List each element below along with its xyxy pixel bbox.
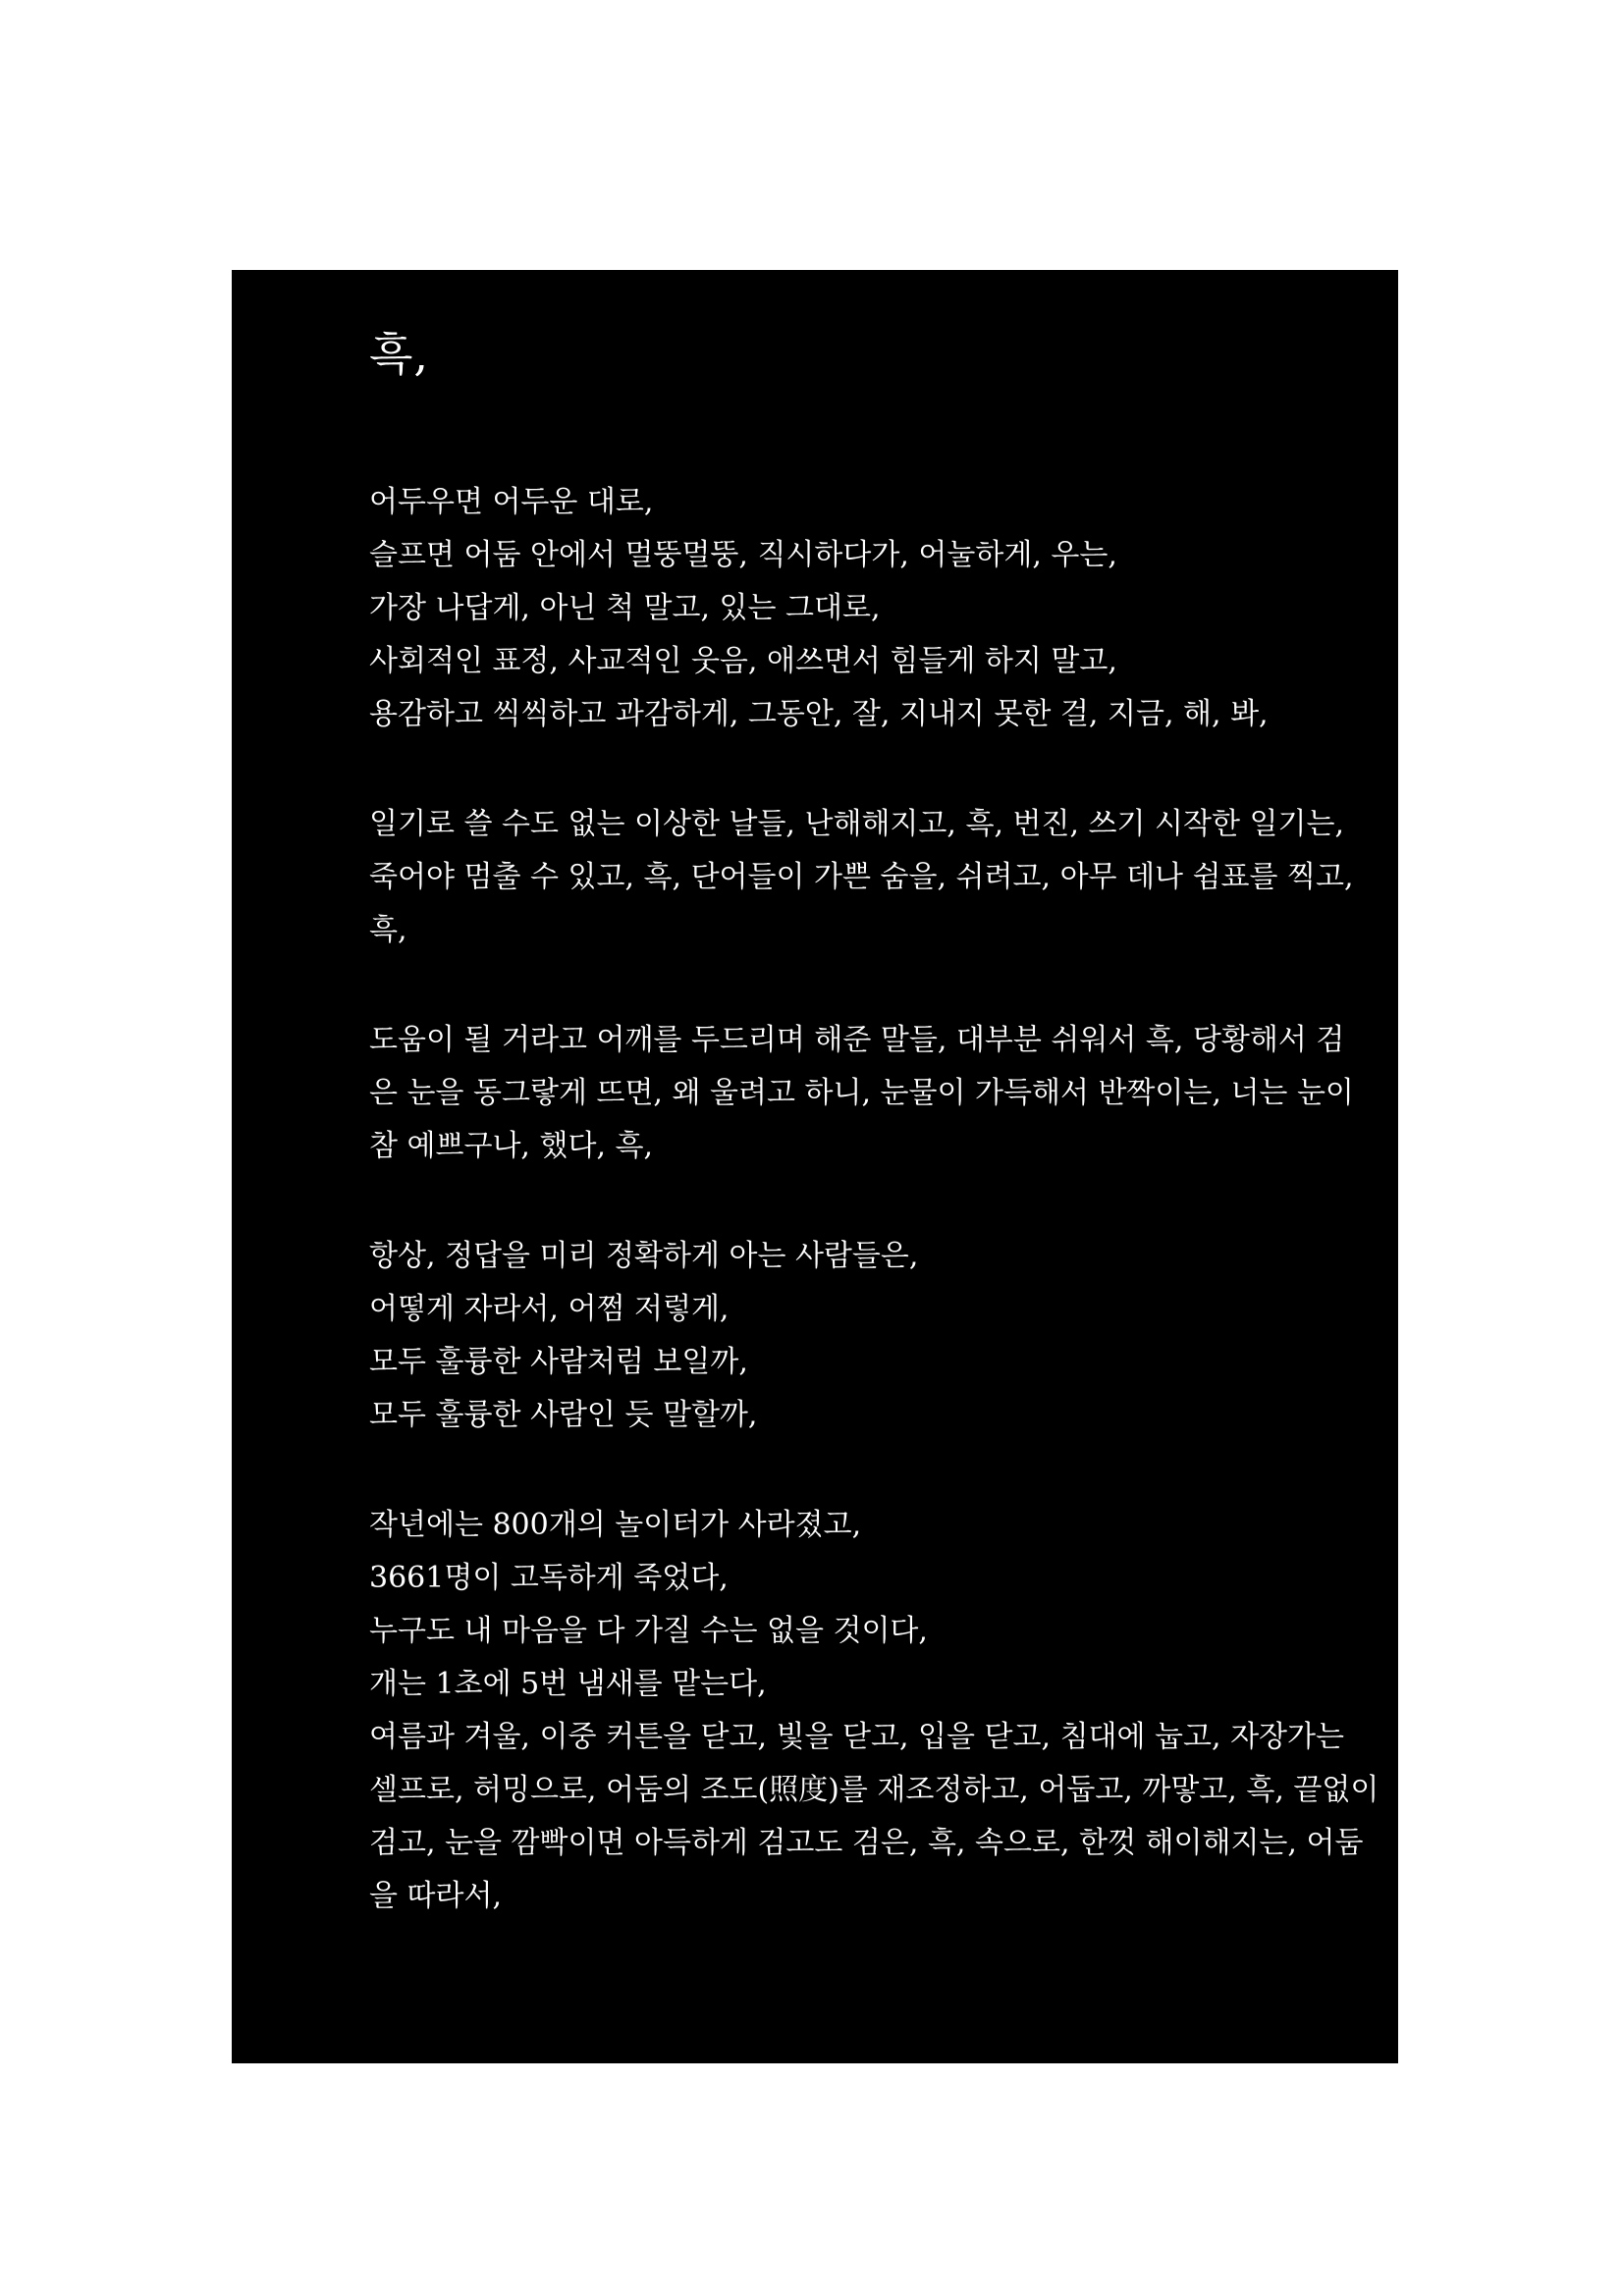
- poem-line: 여름과 겨울, 이중 커튼을 닫고, 빛을 닫고, 입을 닫고, 침대에 눕고, 자장가는: [369, 1720, 1344, 1754]
- poem-line: 어두우면 어두운 대로,: [369, 485, 654, 519]
- stanza-4: [369, 1230, 1341, 1442]
- poem-line: 어떻게 자라서, 어쩜 저렇게,: [369, 1292, 730, 1326]
- poem-line: 셀프로, 허밍으로, 어둠의 조도(照度)를 재조정하고, 어둡고, 까맣고, 흑, 끝없이: [369, 1773, 1380, 1807]
- poem-line: 참 예쁘구나, 했다, 흑,: [369, 1129, 654, 1163]
- poem-title: 흑,: [369, 328, 430, 381]
- stanza-1: [369, 476, 1341, 741]
- poem-line: 은 눈을 동그랗게 뜨면, 왜 울려고 하니, 눈물이 가득해서 반짝이는, 너는 눈이: [369, 1076, 1354, 1110]
- poem-line: 사회적인 표정, 사교적인 웃음, 애쓰면서 힘들게 하지 말고,: [369, 644, 1117, 678]
- poem-line: 도움이 될 거라고 어깨를 두드리며 해준 말들, 대부분 쉬워서 흑, 당황해서 검: [369, 1023, 1345, 1057]
- poem-line: 용감하고 씩씩하고 과감하게, 그동안, 잘, 지내지 못한 걸, 지금, 해, 봐,: [369, 697, 1269, 731]
- stanza-3: [369, 1014, 1354, 1173]
- poem-line: 을 따라서,: [369, 1879, 502, 1913]
- poem-line: 항상, 정답을 미리 정확하게 아는 사람들은,: [369, 1239, 919, 1273]
- poem-line: 작년에는 800개의 놀이터가 사라졌고,: [369, 1508, 862, 1542]
- poem-line: 개는 1초에 5번 냄새를 맡는다,: [369, 1667, 767, 1701]
- stanza-5: [369, 1499, 1380, 1923]
- poem-line: 3661명이 고독하게 죽었다,: [369, 1561, 729, 1595]
- black-poem-panel: [232, 270, 1398, 2063]
- poem-line: 흑,: [369, 913, 407, 947]
- poem-line: 죽어야 멈출 수 있고, 흑, 단어들이 가쁜 숨을, 쉬려고, 아무 데나 쉼표를 찍고,: [369, 860, 1354, 894]
- poem-line: 검고, 눈을 깜빡이면 아득하게 검고도 검은, 흑, 속으로, 한껏 해이해지는, 어둠: [369, 1826, 1364, 1860]
- poem-body: [369, 476, 1380, 1923]
- poem-line: 일기로 쓸 수도 없는 이상한 날들, 난해해지고, 흑, 번진, 쓰기 시작한 일기는,: [369, 807, 1344, 841]
- poem-line: 슬프면 어둠 안에서 멀뚱멀뚱, 직시하다가, 어눌하게, 우는,: [369, 538, 1117, 572]
- poem-line: 가장 나답게, 아닌 척 말고, 있는 그대로,: [369, 591, 881, 625]
- stanza-2: [369, 798, 1354, 957]
- poem-line: 모두 훌륭한 사람처럼 보일까,: [369, 1345, 748, 1379]
- poem-line: 누구도 내 마음을 다 가질 수는 없을 것이다,: [369, 1614, 928, 1648]
- poem-line: 모두 훌륭한 사람인 듯 말할까,: [369, 1398, 758, 1432]
